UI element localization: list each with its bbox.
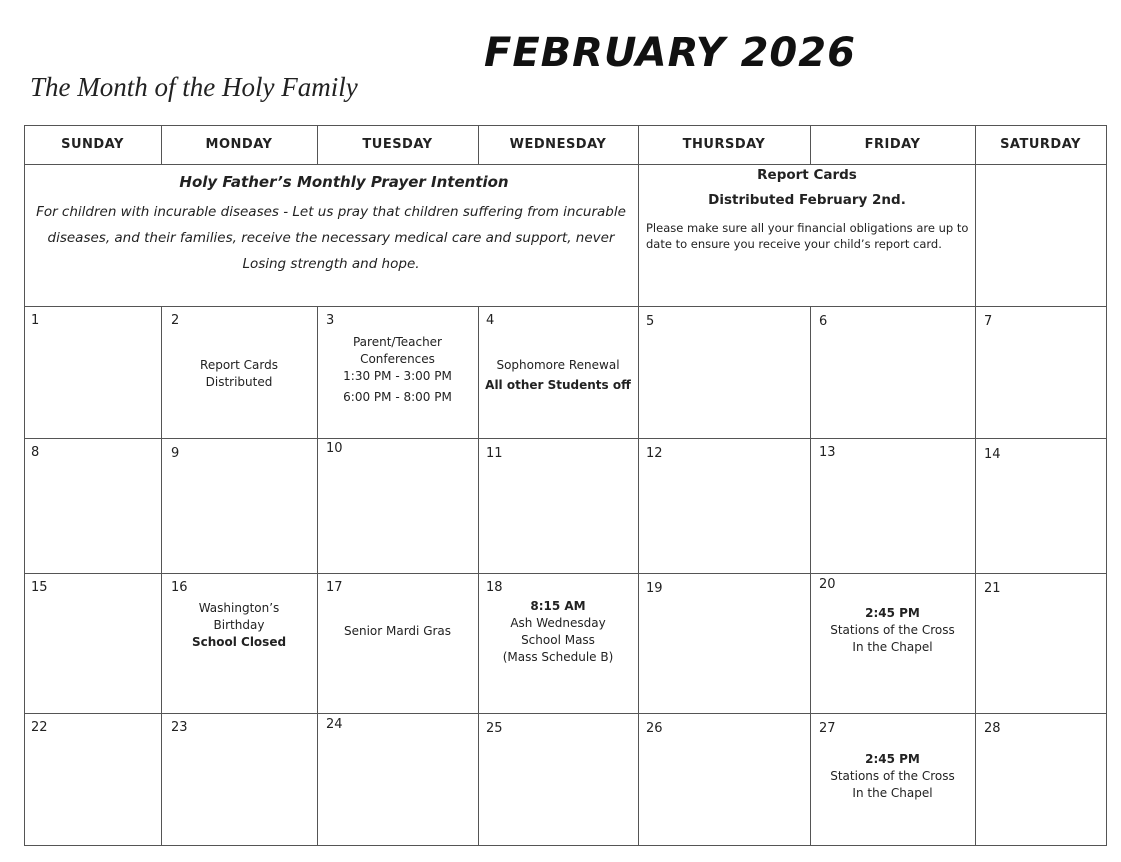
grid-row-line — [24, 573, 1107, 574]
day-number: 27 — [819, 721, 836, 736]
event-ash-wednesday: 8:15 AM Ash Wednesday School Mass (Mass Schedule B) — [502, 599, 614, 664]
day-number: 7 — [984, 314, 993, 329]
day-number: 24 — [326, 717, 343, 732]
weekday-header-tuesday: TUESDAY — [362, 137, 433, 152]
day-number: 21 — [984, 581, 1001, 596]
prayer-intention-title: Holy Father’s Monthly Prayer Intention — [179, 173, 509, 191]
month-subtitle: The Month of the Holy Family — [30, 72, 358, 102]
grid-col-line — [638, 125, 639, 846]
day-number: 13 — [819, 445, 836, 460]
weekday-header-monday: MONDAY — [205, 137, 273, 152]
day-number: 3 — [326, 313, 335, 328]
grid-col-line — [975, 125, 976, 846]
grid-row-line — [24, 713, 1107, 714]
day-number: 6 — [819, 314, 828, 329]
day-number: 11 — [486, 446, 503, 461]
day-number: 22 — [31, 720, 48, 735]
prayer-intention-line: diseases, and their families, receive the necessary medical care and support, never — [47, 230, 615, 246]
day-number: 2 — [171, 313, 180, 328]
report-cards-note-line: date to ensure you receive your child’s report card. — [646, 237, 942, 251]
report-cards-title: Report Cards — [757, 167, 857, 183]
grid-border-right — [1106, 125, 1107, 846]
day-number: 14 — [984, 447, 1001, 462]
grid-row-line — [24, 164, 1107, 165]
report-cards-note — [646, 220, 974, 252]
report-cards-note-line: Please make sure all your financial obligations are up to — [646, 221, 969, 235]
day-number: 25 — [486, 721, 503, 736]
grid-row-line — [24, 438, 1107, 439]
day-number: 19 — [646, 581, 663, 596]
weekday-header-thursday: THURSDAY — [682, 137, 766, 152]
day-number: 8 — [31, 445, 40, 460]
weekday-header-friday: FRIDAY — [864, 137, 921, 152]
day-number: 18 — [486, 580, 503, 595]
day-number: 9 — [171, 446, 180, 461]
day-number: 10 — [326, 441, 343, 456]
event-washingtons-birthday: Washington’s Birthday School Closed — [191, 601, 287, 649]
day-number: 4 — [486, 313, 495, 328]
day-number: 17 — [326, 580, 343, 595]
report-cards-date: Distributed February 2nd. — [708, 192, 906, 208]
day-number: 1 — [31, 313, 40, 328]
grid-row-line — [24, 306, 1107, 307]
day-number: 16 — [171, 580, 188, 595]
day-number: 5 — [646, 314, 655, 329]
event-senior-mardi-gras: Senior Mardi Gras — [343, 624, 452, 638]
weekday-header-wednesday: WEDNESDAY — [509, 137, 607, 152]
weekday-header-sunday: SUNDAY — [61, 137, 124, 152]
day-number: 20 — [819, 577, 836, 592]
event-sophomore-renewal: Sophomore Renewal All other Students off — [485, 358, 631, 392]
event-stations-of-the-cross: 2:45 PM Stations of the Cross In the Chapel — [830, 752, 955, 800]
prayer-intention-line: Losing strength and hope. — [242, 256, 420, 272]
weekday-header-saturday: SATURDAY — [1000, 137, 1081, 152]
grid-border-bottom — [24, 845, 1107, 846]
page-title: FEBRUARY 2026 — [484, 30, 856, 76]
event-report-cards-distributed: Report Cards Distributed — [200, 358, 278, 389]
day-number: 26 — [646, 721, 663, 736]
day-number: 23 — [171, 720, 188, 735]
prayer-intention-text — [24, 199, 638, 277]
day-number: 12 — [646, 446, 663, 461]
day-number: 28 — [984, 721, 1001, 736]
day-number: 15 — [31, 580, 48, 595]
prayer-intention-line: For children with incurable diseases - Let us pray that children suffering from incurable — [36, 204, 626, 220]
event-parent-teacher-conferences: Parent/Teacher Conferences 1:30 PM - 3:00 PM 6:00 PM - 8:00 PM — [343, 335, 452, 404]
event-stations-of-the-cross: 2:45 PM Stations of the Cross In the Chapel — [830, 606, 955, 654]
